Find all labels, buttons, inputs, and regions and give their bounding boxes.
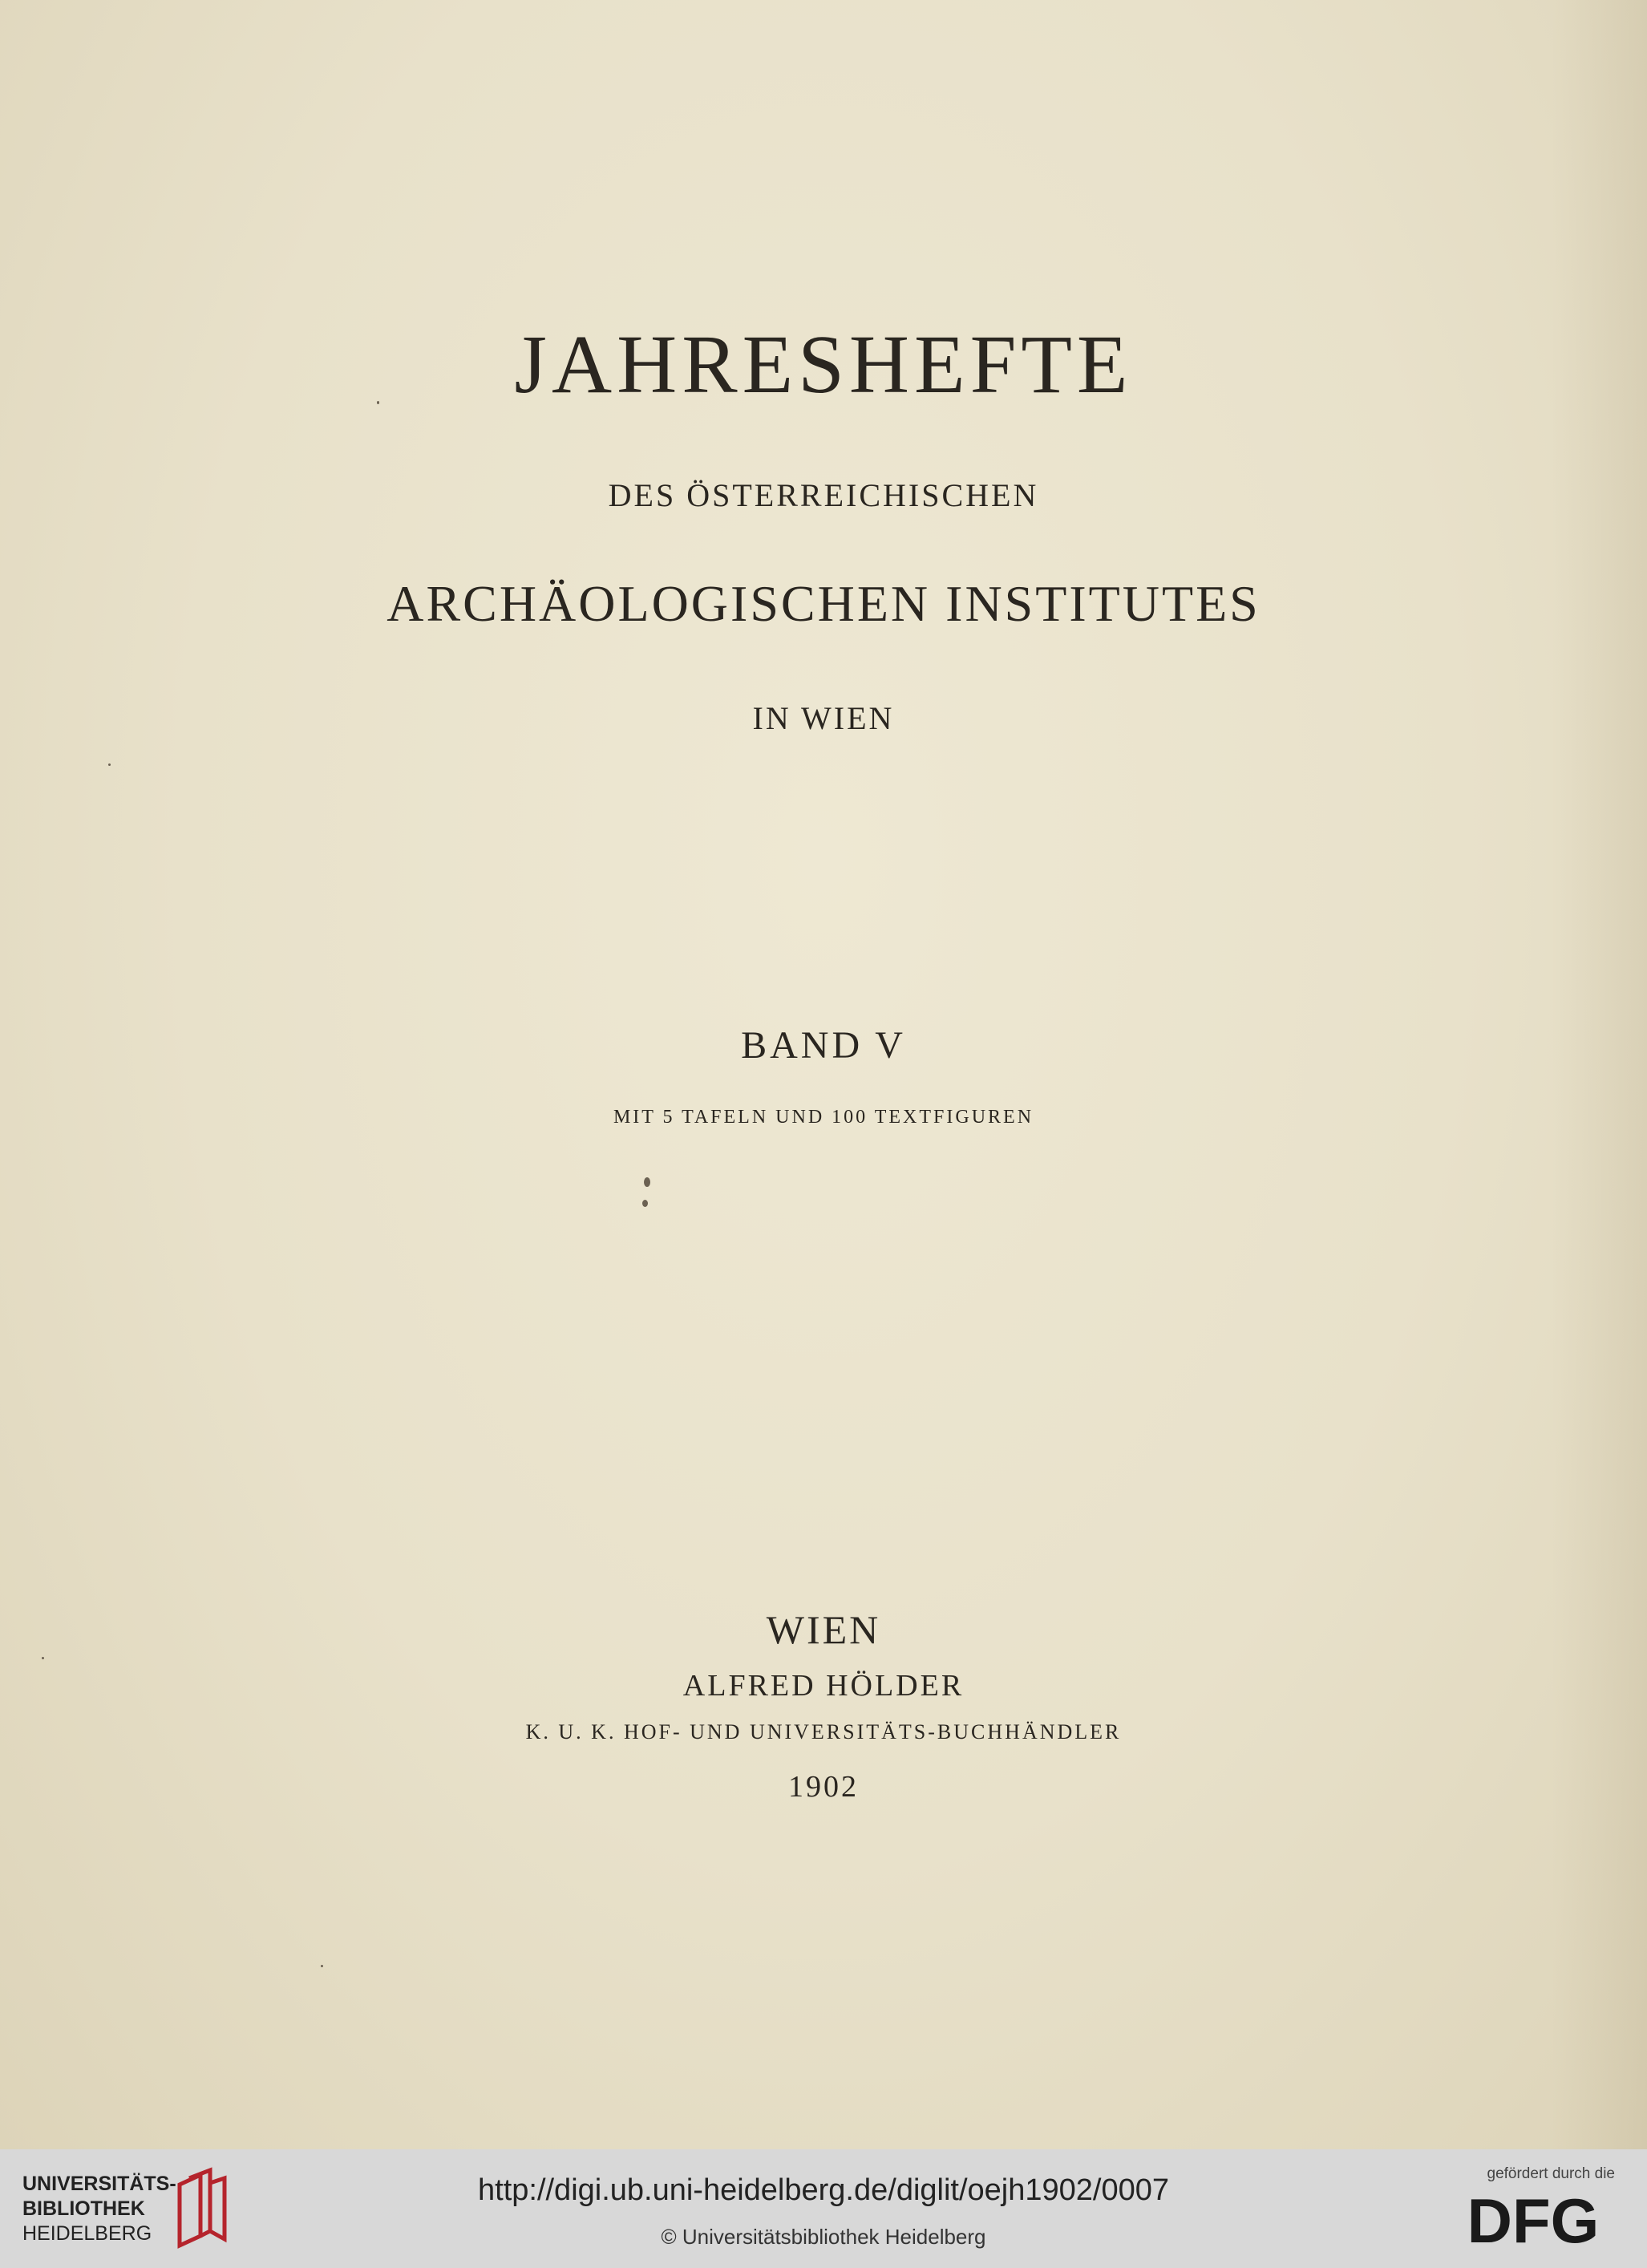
subtitle-institute: ARCHÄOLOGISCHEN INSTITUTES	[386, 575, 1261, 632]
permalink-url[interactable]: http://digi.ub.uni-heidelberg.de/diglit/oejh1902/0007	[478, 2173, 1169, 2207]
library-name-line1: UNIVERSITÄTS-	[22, 2173, 176, 2195]
paper-speck	[42, 1657, 44, 1659]
subtitle-location: IN WIEN	[752, 700, 895, 736]
digitization-footer	[0, 2149, 1647, 2268]
publisher-title: K. U. K. HOF- UND UNIVERSITÄTS-BUCHHÄNDLER	[525, 1720, 1122, 1744]
publication-year: 1902	[788, 1770, 859, 1804]
publisher-name: ALFRED HÖLDER	[682, 1669, 965, 1703]
paper-speck	[377, 401, 379, 404]
library-name-line3: HEIDELBERG	[22, 2222, 152, 2245]
library-name-line2: BIBLIOTHEK	[22, 2197, 145, 2220]
paper-speck	[321, 1965, 323, 1967]
volume-contents: MIT 5 TAFELN UND 100 TEXTFIGUREN	[613, 1107, 1034, 1128]
main-title: JAHRESHEFTE	[514, 318, 1133, 411]
imprint-city: WIEN	[766, 1607, 881, 1652]
subtitle-des: DES ÖSTERREICHISCHEN	[608, 477, 1039, 513]
dfg-logo-text: DFG	[1467, 2191, 1600, 2249]
funding-caption: gefördert durch die	[1487, 2165, 1615, 2182]
dfg-logo-icon	[1451, 2191, 1615, 2249]
paper-speck	[108, 763, 111, 766]
paper-speck	[644, 1177, 650, 1187]
volume-number: BAND V	[741, 1024, 906, 1067]
copyright-notice: © Universitätsbibliothek Heidelberg	[661, 2225, 986, 2249]
paper-speck	[642, 1200, 648, 1207]
